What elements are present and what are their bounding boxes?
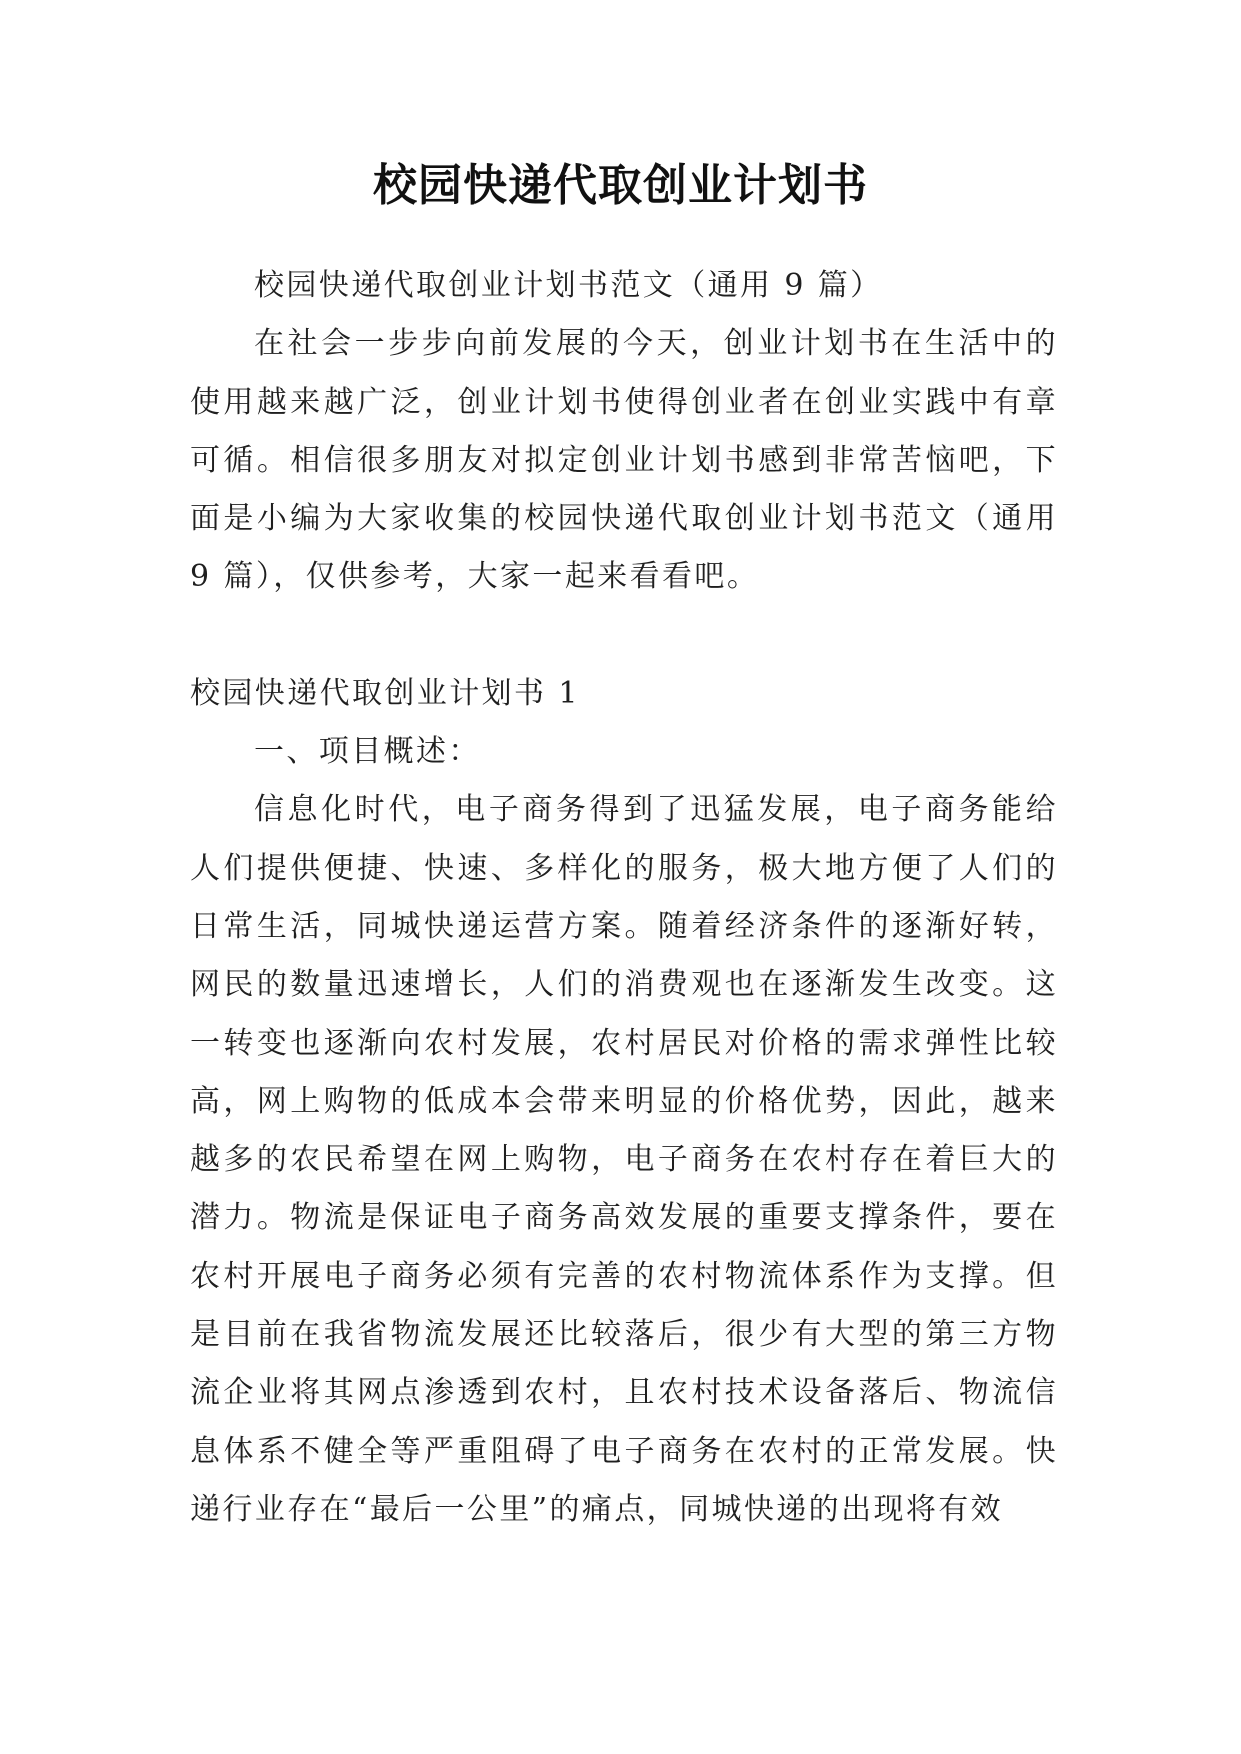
intro-paragraph: 在社会一步步向前发展的今天，创业计划书在生活中的使用越来越广泛，创业计划书使得创业者在创业实践中有章可循。相信很多朋友对拟定创业计划书感到非常苦恼吧，下面是小编为大家收集的校园快递代取创业计划书范文（通用 9 篇），仅供参考，大家一起来看看吧。 (190, 326, 1058, 595)
body-paragraph: 信息化时代，电子商务得到了迅猛发展，电子商务能给人们提供便捷、快速、多样化的服务，极大地方便了人们的日常生活，同城快递运营方案。随着经济条件的逐渐好转，网民的数量迅速增长，人们的消费观也在逐渐发生改变。这一转变也逐渐向农村发展，农村居民对价格的需求弹性比较高，网上购物的低成本会带来明显的价格优势，因此，越来越多的农民希望在网上购物，电子商务在农村存在着巨大的潜力。物流是保证电子商务高效发展的重要支撑条件，要在农村开展电子商务必须有完善的农村物流体系作为支撑。但是目前在我省物流发展还比较落后，很少有大型的第三方物流企业将其网点渗透到农村，且农村技术设备落后、物流信息体系不健全等严重阻碍了电子商务在农村的正常发展。快递行业存在“最后一公里”的痛点，同城快递的出现将有效 (190, 792, 1058, 1527)
subtitle-paragraph: 校园快递代取创业计划书范文（通用 9 篇） (254, 268, 883, 303)
document-body (190, 257, 1058, 1539)
section-heading: 校园快递代取创业计划书 1 (190, 675, 580, 711)
document-title: 校园快递代取创业计划书 (373, 160, 868, 211)
subsection-heading: 一、项目概述： (254, 734, 481, 770)
